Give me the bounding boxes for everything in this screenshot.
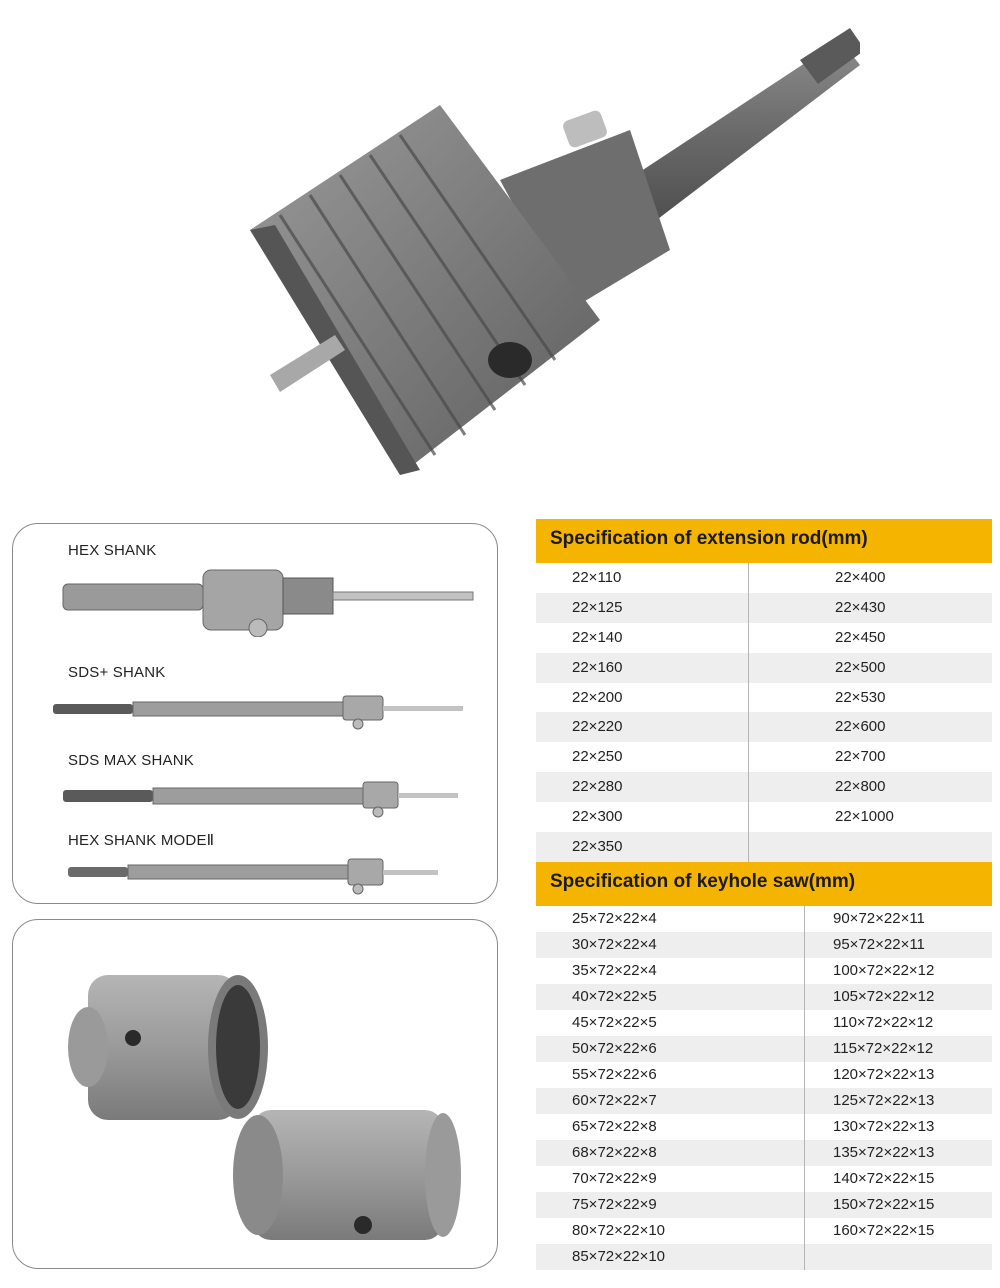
extension-rod-left-cell: 22×125 xyxy=(536,593,748,623)
keyhole-saws-image xyxy=(53,950,473,1250)
extension-rod-right-cell: 22×530 xyxy=(748,683,992,713)
keyhole-saw-right-cell: 95×72×22×11 xyxy=(804,932,992,958)
shank-types-panel xyxy=(12,523,498,904)
extension-rod-left-cell: 22×140 xyxy=(572,628,623,646)
extension-rod-right-cell: 22×450 xyxy=(748,623,992,653)
keyhole-saw-left-cell: 75×72×22×9 xyxy=(536,1192,804,1218)
keyhole-saw-left-cell: 50×72×22×6 xyxy=(536,1036,804,1062)
extension-rod-right-cell: 22×600 xyxy=(748,712,992,742)
keyhole-saw-left-cell: 68×72×22×8 xyxy=(536,1140,804,1166)
extension-rod-title: Specification of extension rod(mm) xyxy=(536,519,992,563)
keyhole-saw-right-cell: 140×72×22×15 xyxy=(804,1166,992,1192)
keyhole-saw-left-cell: 65×72×22×8 xyxy=(572,1118,657,1135)
extension-rod-left-cell: 22×250 xyxy=(572,748,623,766)
keyhole-saw-right-cell: 130×72×22×13 xyxy=(804,1114,992,1140)
keyhole-saw-left-cell: 70×72×22×9 xyxy=(572,1170,657,1187)
extension-rod-left-cell: 22×160 xyxy=(536,653,748,683)
sds-plus-shank-image xyxy=(53,684,483,734)
keyhole-saw-right-cell: 160×72×22×15 xyxy=(804,1218,992,1244)
sds-max-shank-label: SDS MAX SHANK xyxy=(68,752,194,769)
keyhole-saw-left-cell: 25×72×22×4 xyxy=(572,910,657,927)
extension-rod-right-cell: 22×1000 xyxy=(748,802,992,832)
extension-rod-right-cell: 22×500 xyxy=(748,653,992,683)
extension-rod-left-cell: 22×300 xyxy=(572,808,623,826)
keyhole-saw-left-cell: 45×72×22×5 xyxy=(572,1014,657,1031)
extension-rod-left-cell: 22×280 xyxy=(536,772,748,802)
keyhole-saw-left-cell: 30×72×22×4 xyxy=(536,932,804,958)
extension-rod-left-cell: 22×200 xyxy=(572,688,623,706)
keyhole-saw-right-cell: 120×72×22×13 xyxy=(804,1062,992,1088)
keyhole-saw-title: Specification of keyhole saw(mm) xyxy=(536,862,992,906)
hex-shank-mode-ii-label: HEX SHANK MODEⅡ xyxy=(68,832,215,849)
hex-shank-image xyxy=(53,562,483,637)
extension-rod-left-cell: 22×110 xyxy=(572,569,622,586)
keyhole-saw-right-cell: 105×72×22×12 xyxy=(804,984,992,1010)
sds-plus-shank-label: SDS+ SHANK xyxy=(68,664,166,681)
keyhole-saws-panel xyxy=(12,919,498,1269)
keyhole-saw-right-cell: 115×72×22×12 xyxy=(804,1036,992,1062)
keyhole-saw-right-cell: 100×72×22×12 xyxy=(804,958,992,984)
core-drill-bit-image xyxy=(240,20,860,490)
keyhole-saw-right-cell: 125×72×22×13 xyxy=(804,1088,992,1114)
sds-max-shank-image xyxy=(53,772,483,822)
keyhole-saw-left-cell: 85×72×22×10 xyxy=(536,1244,804,1270)
keyhole-saw-left-cell: 35×72×22×4 xyxy=(572,962,657,979)
extension-rod-left-cell: 22×350 xyxy=(536,832,748,862)
keyhole-saw-right-cell: 135×72×22×13 xyxy=(804,1140,992,1166)
keyhole-saw-left-cell: 60×72×22×7 xyxy=(536,1088,804,1114)
keyhole-saw-right-cell xyxy=(804,1244,992,1270)
extension-rod-right-cell xyxy=(748,832,992,862)
extension-rod-right-cell: 22×400 xyxy=(748,563,992,593)
keyhole-saw-right-cell: 150×72×22×15 xyxy=(804,1192,992,1218)
keyhole-saw-left-cell: 80×72×22×10 xyxy=(572,1222,666,1239)
keyhole-saw-left-cell: 55×72×22×6 xyxy=(572,1066,657,1083)
extension-rod-right-cell: 22×430 xyxy=(748,593,992,623)
extension-rod-left-cell: 22×220 xyxy=(536,712,748,742)
keyhole-saw-right-cell: 110×72×22×12 xyxy=(804,1010,992,1036)
keyhole-saw-right-cell: 90×72×22×11 xyxy=(804,906,992,932)
hex-shank-label: HEX SHANK xyxy=(68,542,157,559)
keyhole-saw-left-cell: 40×72×22×5 xyxy=(536,984,804,1010)
extension-rod-right-cell: 22×800 xyxy=(748,772,992,802)
hex-shank-mode-ii-image xyxy=(53,851,483,896)
keyhole-saw-spec-table xyxy=(536,862,992,1270)
extension-rod-spec-table xyxy=(536,519,992,862)
extension-rod-right-cell: 22×700 xyxy=(748,742,992,772)
